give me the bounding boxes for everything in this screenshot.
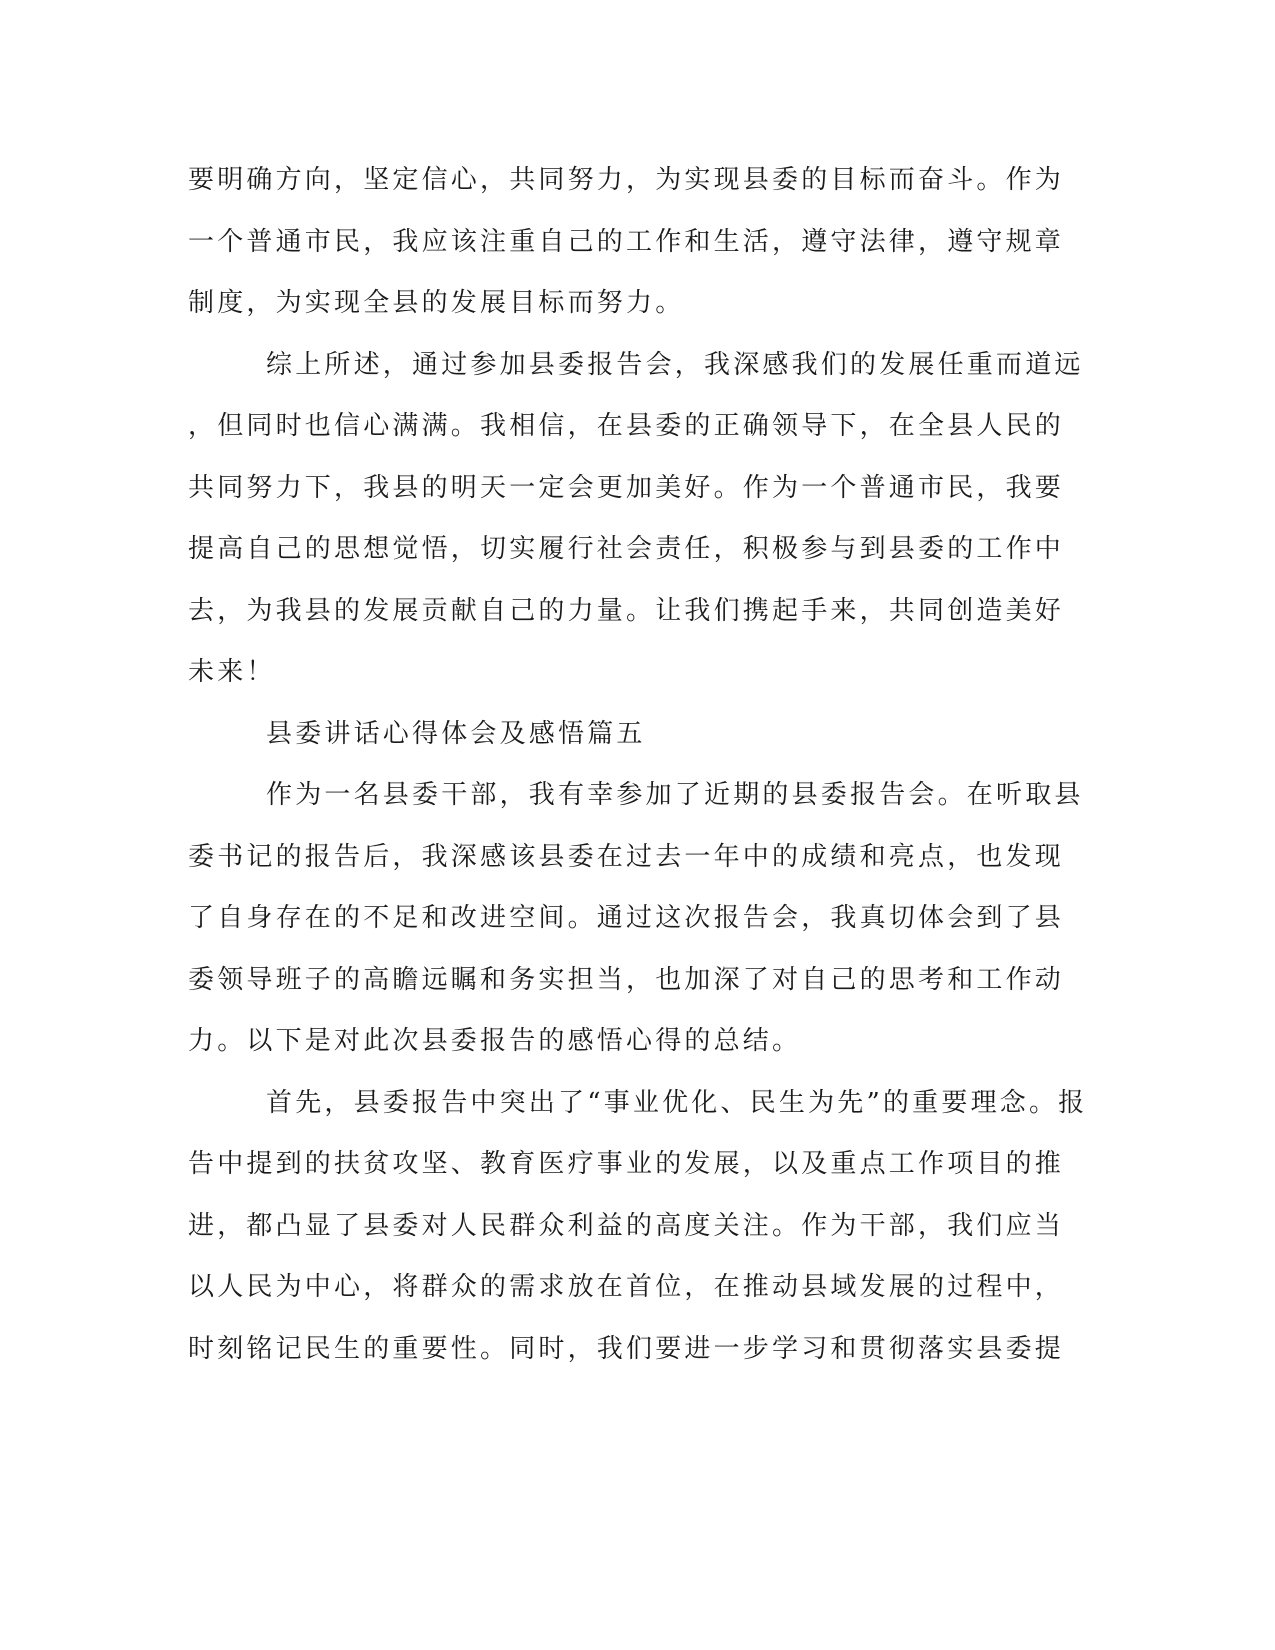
section-heading bbox=[188, 704, 1068, 766]
paragraph-line: 制度，为实现全县的发展目标而努力。 bbox=[188, 288, 685, 318]
paragraph-line: 一个普通市民，我应该注重自己的工作和生活，遵守法律，遵守规章 bbox=[188, 226, 1065, 257]
paragraph-line: 委书记的报告后，我深感该县委在过去一年中的成绩和亮点，也发现 bbox=[188, 841, 1065, 872]
paragraph-line: 作为一名县委干部，我有幸参加了近期的县委报告会。在听取县 bbox=[266, 780, 1084, 810]
paragraph-line: 进，都凸显了县委对人民群众利益的高度关注。作为干部，我们应当 bbox=[188, 1210, 1065, 1241]
paragraph-line: 时刻铭记民生的重要性。同时，我们要进一步学习和贯彻落实县委提 bbox=[188, 1333, 1065, 1364]
paragraph-line: 未来！ bbox=[188, 657, 276, 687]
paragraph-line: 提高自己的思想觉悟，切实履行社会责任，积极参与到县委的工作中 bbox=[188, 534, 1065, 564]
section-heading-text: 县委讲话心得体会及感悟篇五 bbox=[266, 718, 646, 749]
paragraph-3 bbox=[188, 765, 1084, 1073]
paragraph-line: 要明确方向，坚定信心，共同努力，为实现县委的目标而奋斗。作为 bbox=[188, 165, 1065, 195]
document-body bbox=[188, 150, 1088, 1380]
paragraph-line: 了自身存在的不足和改进空间。通过这次报告会，我真切体会到了县 bbox=[188, 903, 1065, 933]
paragraph-1 bbox=[188, 150, 1068, 335]
paragraph-line: 综上所述，通过参加县委报告会，我深感我们的发展任重而道远 bbox=[266, 349, 1084, 380]
paragraph-4 bbox=[188, 1073, 1088, 1381]
paragraph-line: ，但同时也信心满满。我相信，在县委的正确领导下，在全县人民的 bbox=[188, 411, 1065, 441]
paragraph-2 bbox=[188, 335, 1084, 704]
paragraph-line: 力。以下是对此次县委报告的感悟心得的总结。 bbox=[188, 1026, 802, 1056]
paragraph-line: 共同努力下，我县的明天一定会更加美好。作为一个普通市民，我要 bbox=[188, 472, 1065, 503]
paragraph-line: 以人民为中心，将群众的需求放在首位，在推动县域发展的过程中， bbox=[188, 1272, 1065, 1302]
paragraph-line: 去，为我县的发展贡献自己的力量。让我们携起手来，共同创造美好 bbox=[188, 595, 1065, 626]
paragraph-line: 告中提到的扶贫攻坚、教育医疗事业的发展，以及重点工作项目的推 bbox=[188, 1149, 1065, 1179]
paragraph-line: 首先，县委报告中突出了“事业优化、民生为先”的重要理念。报 bbox=[266, 1087, 1088, 1118]
paragraph-line: 委领导班子的高瞻远瞩和务实担当，也加深了对自己的思考和工作动 bbox=[188, 964, 1065, 995]
